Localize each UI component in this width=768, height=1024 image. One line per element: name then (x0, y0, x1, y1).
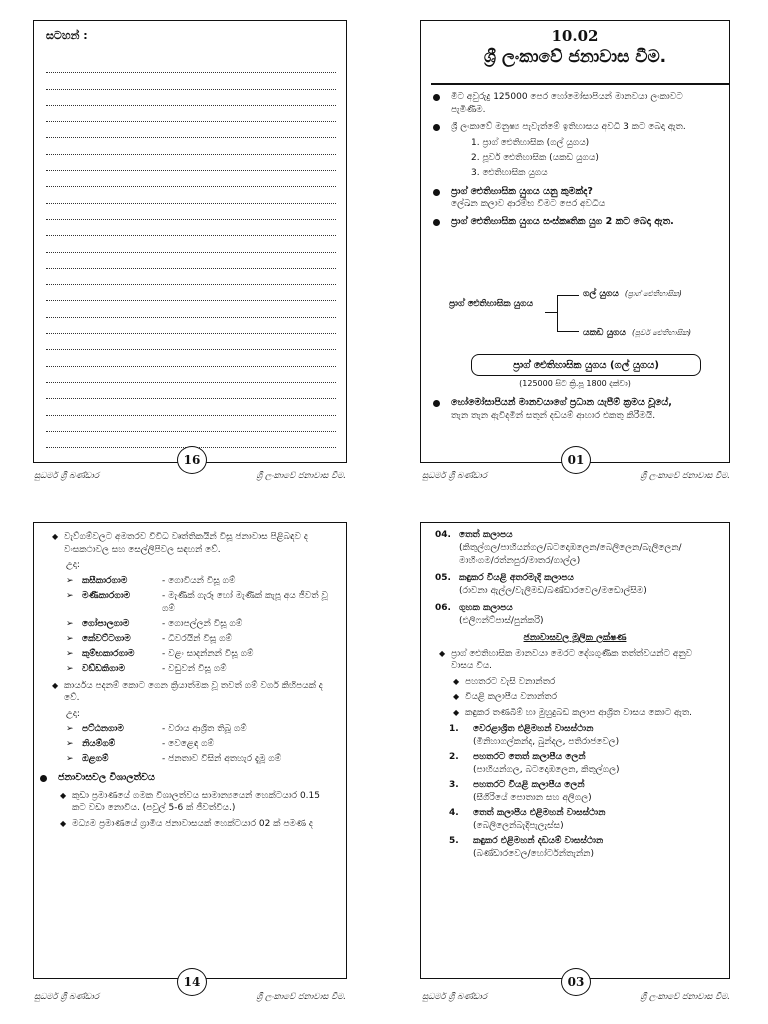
bullet-point: ◆ වැව්ගම්වලට අමතරව විවිධ වෘත්තිකයින් විසූ ජනාවාස පිළිබඳව ද වංසකථාවල සහ සෙල්ලිපිවල සඳහන් වේ. (48, 531, 332, 556)
site-item (449, 723, 715, 748)
example-row (48, 575, 332, 588)
village-meaning: - ගොපල්ලන් විසූ ගම් (162, 618, 243, 629)
example-row (48, 590, 332, 616)
page-content (431, 91, 717, 233)
bullet-point: ◆ කාර්යය පදනම් කොට ගෙන ක්‍රියාත්මක වූ තවත් ගම් වර්ග කිහිපයක් ද වේ. (48, 680, 332, 705)
site-item (449, 835, 715, 860)
example-label: උදා: (66, 708, 80, 719)
site-number: 1. (449, 724, 459, 734)
question: ප්‍රාග් ඓතිහාසික යුගය සංස්කෘතික යුග 2 කට බෙදා ඇත. (451, 215, 674, 227)
zone-places: (කිතුල්ගල/පාහියන්ගල/බටදොඹලෙන/බෙලිලෙන/බැලිලෙන/මාහිංගම/රත්නපුර/මාතර/ගාල්ල) (459, 543, 682, 566)
list-item: 1. ප්‍රාග් ඓතිහාසික (ගල් යුගය) (471, 137, 590, 148)
ruled-line (46, 318, 336, 334)
site-number: 2. (449, 752, 459, 762)
village-meaning: - වළං සාදන්නන් විසූ ගම් (162, 648, 254, 659)
ruled-line (46, 269, 336, 285)
bullet-point (431, 186, 717, 211)
zone-item (435, 529, 715, 568)
zone-title: කඳුකර වියළි අතරමැදි කලාපය (459, 573, 574, 583)
village-meaning: - වරාය ආශ්‍රිත තිබූ ගම් (162, 724, 247, 734)
bullet-point: ◆ කුඩා ප්‍රමාණයේ ගමක විශාලත්වය සාමාන්‍යයෙන් හෙක්ටයාර 0.15 කට වඩා නොවිය. (පවුල් 5-6 ක් ජීවත්විය.) (56, 790, 332, 815)
example-row (48, 753, 332, 766)
page-03 (384, 512, 768, 1024)
example-row (48, 618, 332, 631)
ruled-line (46, 334, 336, 350)
branch-label: ගල් යුගය (583, 289, 619, 299)
village-meaning: - ගොවියන් විසූ ගම් (162, 575, 236, 586)
ruled-line (46, 399, 336, 415)
example-row (48, 663, 332, 676)
site-list (435, 723, 715, 860)
arrow-icon: ➢ (66, 663, 74, 674)
arrow-icon: ➢ (66, 633, 74, 644)
village-meaning: - ජනතාව විසින් අතහැර දැමූ ගම් (162, 754, 282, 764)
ruled-line (46, 73, 336, 89)
ruled-line (46, 90, 336, 106)
ruled-line (46, 122, 336, 138)
village-type: ගෝපාලගාම (82, 618, 130, 629)
zone-number: 04. (435, 530, 451, 540)
title-divider (431, 83, 729, 85)
village-type: නියම්ගම් (82, 739, 116, 749)
ruled-line (46, 155, 336, 171)
site-item (449, 779, 715, 804)
example-row (48, 633, 332, 646)
lesson-title: ශ්‍රී ලංකාවේ ජනාවාස වීම. (483, 47, 667, 67)
page-16 (0, 0, 384, 512)
page-number: 03 (561, 968, 591, 996)
site-places: (බෙලිලෙන්බැදිපැලැස්ස) (473, 821, 564, 831)
lesson-header (421, 21, 729, 81)
ruled-line (46, 253, 336, 269)
page-content (48, 531, 332, 833)
question: ප්‍රාග් ඓතිහාසික යුගය යනු කුමක්ද? (451, 185, 593, 197)
site-title: තෙත් කලාපීය එළිමහන් වාසස්ථාන (473, 808, 606, 818)
page-number: 01 (561, 446, 591, 474)
ruled-line (46, 301, 336, 317)
site-places: (සීගිරියේ පොතාන සහ අලිගල) (473, 793, 592, 803)
ruled-line (46, 171, 336, 187)
village-type: කේවට්ටගාම (82, 633, 131, 644)
page-content (435, 529, 715, 863)
arrow-icon: ➢ (66, 754, 74, 764)
site-title: පහතරට තෙත් කලාපීය ලෙන් (473, 752, 586, 762)
branch-note: (පූර්ව ඓතිහාසික) (631, 328, 692, 337)
ruled-line (46, 350, 336, 366)
village-type: මණිකාරගාම (82, 590, 131, 601)
example-label: උදා: (66, 560, 80, 570)
notes-label: සටහන් : (46, 29, 88, 42)
zone-title: ගුහක කලාපය (459, 603, 513, 613)
page-frame (420, 20, 730, 463)
village-type: කසීකාරගාම (82, 575, 128, 586)
site-number: 3. (449, 780, 459, 790)
answer: තැන තැන ඇවිදමින් සතුන් දඩයම් ආහාර එකතු කිරීමයි. (451, 410, 656, 421)
environment-list (435, 676, 715, 720)
village-type: පට්ඨනගාම (82, 724, 124, 734)
zone-places: (එලිෆන්ට්පාස්/පුන්කරි) (459, 616, 544, 626)
site-title: වෙරළාශ්‍රිත එළිමහන් වාසස්ථාන (473, 724, 594, 734)
zone-number: 05. (435, 573, 451, 583)
site-number: 4. (449, 808, 459, 818)
site-places: (පාහියන්ගල, බටදොඹලෙන, කිතුල්ගල) (473, 765, 620, 775)
site-title: කඳුකර එළිමහන් දඩයම් වාසස්ථාන (473, 836, 604, 846)
diagram-branch-upper (583, 289, 682, 299)
ruled-line (46, 383, 336, 399)
footer-book: ශ්‍රී ලංකාවේ ජනාවාස වීම. (256, 992, 346, 1002)
lesson-number: 10.02 (551, 27, 599, 45)
footer-book: ශ්‍රී ලංකාවේ ජනාවාස වීම. (640, 992, 730, 1002)
page-content (431, 397, 717, 427)
diagram-root: ප්‍රාග් ඓතිහාසික යුගය (448, 299, 534, 309)
bullet-text: ශ්‍රී ලංකාවේ මනුෂ්‍ය පැවැත්මේ ඉතිහාසය අවධි 3 කට බෙදා ඇත. (451, 122, 686, 132)
arrow-icon: ➢ (66, 724, 74, 734)
branch-label: යකඩ යුගය (583, 328, 626, 338)
footer-author: සුධර්ම ශ්‍රී බණ්ඩාර (422, 471, 487, 481)
ruled-line (46, 416, 336, 432)
section-date-range: (125000 සිට ක්‍රි.පූ 1800 දක්වා) (519, 379, 631, 388)
diagram-branch-lower (583, 328, 691, 338)
arrow-icon: ➢ (66, 575, 74, 586)
ruled-lines (46, 57, 336, 448)
example-row (48, 648, 332, 661)
period-list (451, 136, 717, 181)
environment-item: ◆ වියළි කලාපීය වනාන්තර (449, 691, 715, 704)
bullet-point (431, 397, 717, 422)
section-heading: ජනාවාසවල විශාලත්වය (38, 772, 332, 785)
footer-book: ශ්‍රී ලංකාවේ ජනාවාස වීම. (256, 471, 346, 481)
bullet-point (431, 121, 717, 181)
page-frame (420, 522, 730, 979)
zone-list (435, 529, 715, 628)
environment-item: ◆ කඳුකර තණබිම් හා මුහුදුබඩ කලාප ආශ්‍රිත වාසය කොට ඇත. (449, 707, 715, 720)
ruled-line (46, 367, 336, 383)
ruled-line (46, 106, 336, 122)
footer-author: සුධර්ම ශ්‍රී බණ්ඩාර (34, 992, 99, 1002)
question: හෝමෝසාපියන් මානවයාගේ ප්‍රධාන යැපීම් ක්‍රමය වූයේ, (451, 397, 672, 408)
list-item: 2. පූර්ව ඓතිහාසික (යකඩ යුගය) (471, 152, 599, 163)
page-frame (33, 522, 347, 979)
site-item (449, 807, 715, 832)
zone-number: 06. (435, 603, 451, 613)
zone-places: (රාවනා ඇල්ල/වැලිමඩ/බණ්ඩාරවෙල/මඩොල්සිම) (459, 586, 647, 596)
village-type: ඔළගම් (82, 754, 109, 764)
example-row (48, 738, 332, 751)
bullet-point: ◆ මධ්‍යම ප්‍රමාණයේ ග්‍රාමීය ජනාවාසයක් හෙක්ටයාර 02 ක් පමණ ද (56, 818, 332, 831)
village-meaning: - ධීවරයින් විසූ ගම් (162, 633, 233, 644)
arrow-icon: ➢ (66, 739, 74, 749)
bullet-point: ◆ ප්‍රාග් ඓතිහාසික මානවයා මෙරට දේශගුණික තත්ත්වයන්ට අනුව වාසය විය. (435, 648, 715, 673)
section-pill: ප්‍රාග් ඓතිහාසික යුගය (ගල් යුගය) (471, 354, 701, 376)
example-list (48, 575, 332, 676)
site-title: පහතරට වියළි කලාපීය ලෙන් (473, 780, 585, 790)
arrow-icon: ➢ (66, 618, 74, 629)
page-frame (33, 20, 347, 463)
ruled-line (46, 57, 336, 73)
example-list (48, 723, 332, 766)
village-meaning: - වෙළෙඳ ගම් (162, 739, 215, 749)
answer: ලේඛන කලාව ආරම්භ වීමට පෙර අවධිය (451, 199, 606, 209)
zone-item (435, 602, 715, 628)
site-item (449, 751, 715, 776)
bullet-point: මීට අවුරුදු 125000 පෙර හෝමෝසාපියන් මානවයා ලංකාවට පැමිණීම. (431, 91, 717, 116)
bullet-point (431, 216, 717, 229)
page-01 (384, 0, 768, 512)
arrow-icon: ➢ (66, 648, 74, 659)
village-type: වඩ්ඩකිගාම (82, 663, 125, 674)
page-number: 14 (177, 968, 207, 996)
arrow-icon: ➢ (66, 590, 74, 601)
page-number: 16 (177, 446, 207, 474)
period-diagram (431, 286, 719, 346)
village-meaning: - මැණික් ගැරූ හෝ මැණික් කැපූ අය ජීවත් වූ ගම් (162, 590, 328, 614)
ruled-line (46, 220, 336, 236)
branch-note: (ප්‍රාග් ඓතිහාසික) (624, 289, 682, 298)
page-14 (0, 512, 384, 1024)
ruled-line (46, 285, 336, 301)
site-number: 5. (449, 836, 459, 846)
example-row (48, 723, 332, 736)
village-type: කුම්භකාරගාම (82, 648, 135, 659)
ruled-line (46, 138, 336, 154)
site-places: (බණ්ඩාරවෙල/හෝර්ටන්තැන්න) (473, 849, 594, 859)
site-places: (මිනිහාගල්කන්ද, බුන්දල, පතිරාජවෙල) (473, 737, 620, 747)
ruled-line (46, 236, 336, 252)
village-meaning: - වඩුවන් විසූ ගම් (162, 663, 227, 674)
zone-title: තෙත් කලාපය (459, 530, 513, 540)
ruled-line (46, 187, 336, 203)
footer-author: සුධර්ම ශ්‍රී බණ්ඩාර (422, 992, 487, 1002)
ruled-line (46, 204, 336, 220)
environment-item: ◆ පහතරට වැසි වනාන්තර (449, 676, 715, 689)
zone-item (435, 572, 715, 598)
list-item: 3. ඓතිහාසික යුගය (471, 167, 548, 178)
footer-author: සුධර්ම ශ්‍රී බණ්ඩාර (34, 471, 99, 481)
footer-book: ශ්‍රී ලංකාවේ ජනාවාස වීම. (640, 471, 730, 481)
section-heading: ජනාවාසවල මූලික ලක්ෂණ (523, 633, 627, 643)
